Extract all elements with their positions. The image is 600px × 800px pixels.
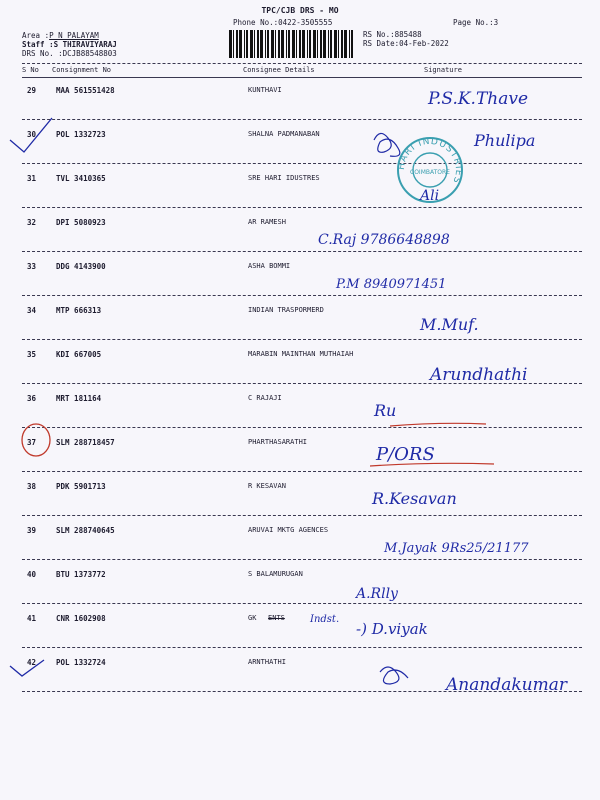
barcode-bar: [341, 30, 343, 58]
row-sno: 33: [27, 262, 37, 271]
barcode-bar: [299, 30, 301, 58]
row-divider: [22, 207, 582, 208]
row-consignment: PDK 5901713: [56, 482, 106, 491]
underline-36: [390, 423, 486, 426]
barcode-bar: [313, 30, 316, 58]
row-sno: 41: [27, 614, 37, 623]
barcode-bar: [278, 30, 280, 58]
row-divider: [22, 251, 582, 252]
col-consignee-header: Consignee Details: [243, 66, 315, 74]
signature-37: P/ORS: [376, 444, 435, 465]
row-divider: [22, 339, 582, 340]
row-sno: 35: [27, 350, 37, 359]
row-divider: [22, 603, 582, 604]
scribble-42: [380, 667, 408, 684]
row-divider: [22, 295, 582, 296]
rule-header: [22, 77, 582, 78]
row-divider: [22, 383, 582, 384]
signature-33: P.M 8940971451: [336, 277, 447, 292]
row-divider: [22, 427, 582, 428]
row-consignee: KUNTHAVI: [248, 86, 282, 94]
signature-40: A.Rlly: [356, 586, 398, 602]
barcode-bar: [320, 30, 322, 58]
signature-texts: [309, 89, 568, 695]
underline-37: [370, 463, 494, 466]
row-consignment: MTP 666313: [56, 306, 102, 315]
row-divider: [22, 163, 582, 164]
area-line: [22, 31, 99, 40]
row-consignment: MAA 561551428: [56, 86, 115, 95]
signature-31: Ali: [420, 188, 440, 204]
barcode-bar: [317, 30, 318, 58]
row-consignment: POL 1332724: [56, 658, 106, 667]
row-consignee: ASHA BOMMI: [248, 262, 291, 270]
barcode-bar: [267, 30, 269, 58]
barcode-bar: [257, 30, 259, 58]
signature-39: M.Jayak 9Rs25/21177: [384, 541, 529, 556]
row-divider: [22, 691, 582, 692]
col-signature-header: Signature: [424, 66, 462, 74]
barcode: [229, 30, 355, 58]
row-consignment: POL 1332723: [56, 130, 106, 139]
row-consignee: R KESAVAN: [248, 482, 286, 490]
barcode-bar: [236, 30, 238, 58]
row-sno: 36: [27, 394, 37, 403]
row-consignee: S BALAMURUGAN: [248, 570, 303, 578]
barcode-bar: [229, 30, 232, 58]
barcode-bar: [296, 30, 297, 58]
rs-number: RS No.:885488: [363, 30, 422, 39]
row-consignment: BTU 1373772: [56, 570, 106, 579]
row-divider: [22, 559, 582, 560]
row-divider: [22, 647, 582, 648]
row-divider: [22, 515, 582, 516]
barcode-bar: [260, 30, 263, 58]
signature-30: Phulipa: [474, 131, 536, 150]
signature-41: -) D.viyak: [356, 620, 428, 638]
row-sno: 37: [27, 438, 37, 447]
barcode-bar: [265, 30, 266, 58]
row-consignment: SLM 288718457: [56, 438, 115, 447]
row-consignee: INDIAN TRASPORMERD: [248, 306, 324, 314]
barcode-bar: [328, 30, 329, 58]
row-sno: 32: [27, 218, 37, 227]
row-consignee: ARNTHATHI: [248, 658, 286, 666]
row-consignment: KDI 667005: [56, 350, 102, 359]
consignee-strike: ENTS: [268, 614, 285, 622]
row-consignment: MRT 181164: [56, 394, 102, 403]
rule-top: [22, 63, 582, 64]
barcode-bar: [307, 30, 308, 58]
rs-date: RS Date:04-Feb-2022: [363, 39, 449, 48]
row-consignee: AR RAMESH: [248, 218, 286, 226]
stamp-center-text: COIMBATORE: [410, 169, 450, 176]
row-sno: 40: [27, 570, 37, 579]
barcode-bar: [275, 30, 276, 58]
signature-42: Anandakumar: [446, 675, 567, 695]
barcode-bar: [246, 30, 248, 58]
row-consignment: SLM 288740645: [56, 526, 115, 535]
barcode-bar: [286, 30, 287, 58]
barcode-bar: [344, 30, 347, 58]
barcode-bar: [288, 30, 290, 58]
barcode-bar: [250, 30, 253, 58]
row-consignee: SRE HARI IDUSTRES: [248, 174, 320, 182]
col-consignment-header: Consignment No: [52, 66, 112, 74]
row-sno: 30: [27, 130, 37, 139]
area-label: Area :: [22, 31, 50, 40]
row-divider: [22, 471, 582, 472]
stamp: [397, 137, 463, 202]
area-value: P N PALAYAM: [49, 31, 99, 40]
row-consignee: ARUVAI MKTG AGENCES: [248, 526, 329, 534]
stamp-ring-text: HARI INDUSTRIES: [396, 136, 464, 186]
scribble-30: [374, 133, 400, 156]
stamp-inner-ring: [413, 153, 447, 187]
signature-38: R.Kesavan: [372, 489, 457, 508]
row-consignee: PHARTHASARATHI: [248, 438, 308, 446]
signature-strokes: [370, 133, 494, 684]
col-sno-header: S No: [22, 66, 39, 74]
barcode-bar: [302, 30, 305, 58]
row-sno: 34: [27, 306, 37, 315]
barcode-bar: [349, 30, 350, 58]
row-consignment: CNR 1602908: [56, 614, 106, 623]
drs-number: DRS No. :DCJB88548803: [22, 49, 117, 58]
row-sno: 42: [27, 658, 37, 667]
barcode-bar: [233, 30, 234, 58]
barcode-bar: [351, 30, 353, 58]
row-consignee: SHALNA PADMANABAN: [248, 130, 320, 138]
consignee-handwritten-note: Indst.: [310, 614, 340, 625]
row-consignment: TVL 3410365: [56, 174, 106, 183]
signature-32: C.Raj 9786648898: [318, 232, 450, 248]
signature-35: Arundhathi: [430, 365, 528, 385]
barcode-bar: [292, 30, 295, 58]
row-divider: [22, 119, 582, 120]
header-phone: Phone No.:0422-3505555: [233, 18, 333, 27]
barcode-bar: [239, 30, 242, 58]
row-consignee: GK: [248, 614, 257, 622]
signature-36: Ru: [374, 401, 397, 420]
signature-29: P.S.K.Thave: [428, 89, 529, 109]
row-consignment: DPI 5080923: [56, 218, 106, 227]
row-consignee: C RAJAJI: [248, 394, 282, 402]
barcode-bar: [309, 30, 311, 58]
barcode-bar: [271, 30, 274, 58]
row-sno: 29: [27, 86, 37, 95]
row-sno: 38: [27, 482, 37, 491]
barcode-bar: [334, 30, 337, 58]
barcode-bar: [338, 30, 339, 58]
barcode-bar: [254, 30, 255, 58]
barcode-bar: [323, 30, 326, 58]
stamp-outer-ring: [398, 138, 462, 202]
row-sno: 31: [27, 174, 37, 183]
row-consignment: DDG 4143900: [56, 262, 106, 271]
row-sno: 39: [27, 526, 37, 535]
signature-34: M.Muf.: [420, 315, 479, 334]
header-title: TPC/CJB DRS - MO: [261, 6, 339, 15]
barcode-bar: [330, 30, 332, 58]
staff-line: Staff :S THIRAVIYARAJ: [22, 40, 117, 49]
barcode-bar: [244, 30, 245, 58]
page-number: Page No.:3: [453, 18, 499, 27]
row-consignee: MARABIN MAINTHAN MUTHAIAH: [248, 350, 354, 358]
barcode-bar: [281, 30, 284, 58]
